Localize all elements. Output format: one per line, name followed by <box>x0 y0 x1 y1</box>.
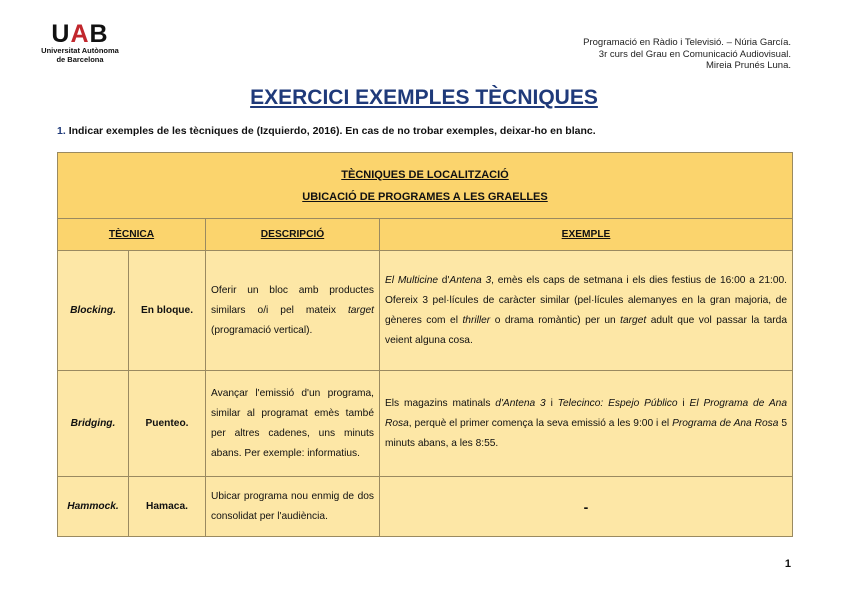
logo-mark: UAB <box>51 20 109 48</box>
table-heading-row <box>58 153 793 219</box>
technique-description: Avançar l'emissió d'un programa, similar al programat emès també per altres cadenes, uns minuts abans. Per exemple: informatius. <box>206 371 380 477</box>
technique-term: Bridging. <box>58 371 129 477</box>
instruction <box>57 125 596 137</box>
header-degree: 3r curs del Grau en Comunicació Audiovisual. <box>598 48 791 60</box>
page-title: EXERCICI EXEMPLES TÈCNIQUES <box>250 86 598 109</box>
technique-description: Oferir un bloc amb productes similars o/i pel mateix target (programació vertical). <box>206 251 380 371</box>
technique-example: Els magazins matinals d'Antena 3 i Telecinco: Espejo Público i El Programa de Ana Rosa, perquè el primer comença la seva emissió a les 9:00 i el Programa de Ana Rosa 5 minuts abans, a les 8:55. <box>380 371 793 477</box>
university-logo <box>34 22 126 64</box>
table-heading <box>58 153 793 219</box>
table-heading-2: UBICACIÓ DE PROGRAMES A LES GRAELLES <box>302 190 548 203</box>
page-number: 1 <box>784 558 791 570</box>
instruction-text: Indicar exemples de les tècniques de (Izquierdo, 2016). En cas de no trobar exemples, deixar-ho en blanc. <box>68 125 596 137</box>
techniques-table <box>57 152 793 537</box>
column-header-row <box>58 219 793 251</box>
technique-translation: En bloque. <box>129 251 206 371</box>
column-header-example: EXEMPLE <box>380 219 793 251</box>
technique-term: Blocking. <box>58 251 129 371</box>
column-header-description: DESCRIPCIÓ <box>206 219 380 251</box>
logo-line-2: de Barcelona <box>56 55 104 64</box>
instruction-number: 1. <box>57 125 66 137</box>
technique-translation: Puenteo. <box>129 371 206 477</box>
page-header <box>583 37 791 72</box>
technique-example: El Multicine d'Antena 3, emès els caps de setmana i els dies festius de 16:00 a 21:00. Ofereix 3 pel·lícules de caràcter similar (pel·lícules alemanyes en la gran majoria, de gèneres com el thriller o drama romàntic) per un target adult que vol passar la tarda veient alguna cosa. <box>380 251 793 371</box>
header-author: Mireia Prunés Luna. <box>705 60 791 71</box>
header-course: Programació en Ràdio i Televisió. – Núria García. <box>583 37 791 48</box>
technique-term: Hammock. <box>58 477 129 537</box>
technique-description: Ubicar programa nou enmig de dos consolidat per l'audiència. <box>206 477 380 537</box>
logo-line-1: Universitat Autònoma <box>41 46 119 55</box>
technique-example: - <box>380 477 793 537</box>
table-row <box>58 251 793 371</box>
technique-translation: Hamaca. <box>129 477 206 537</box>
table-row <box>58 371 793 477</box>
column-header-technique: TÈCNICA <box>58 219 206 251</box>
table-row <box>58 477 793 537</box>
table-heading-1: TÈCNIQUES DE LOCALITZACIÓ <box>341 168 509 181</box>
